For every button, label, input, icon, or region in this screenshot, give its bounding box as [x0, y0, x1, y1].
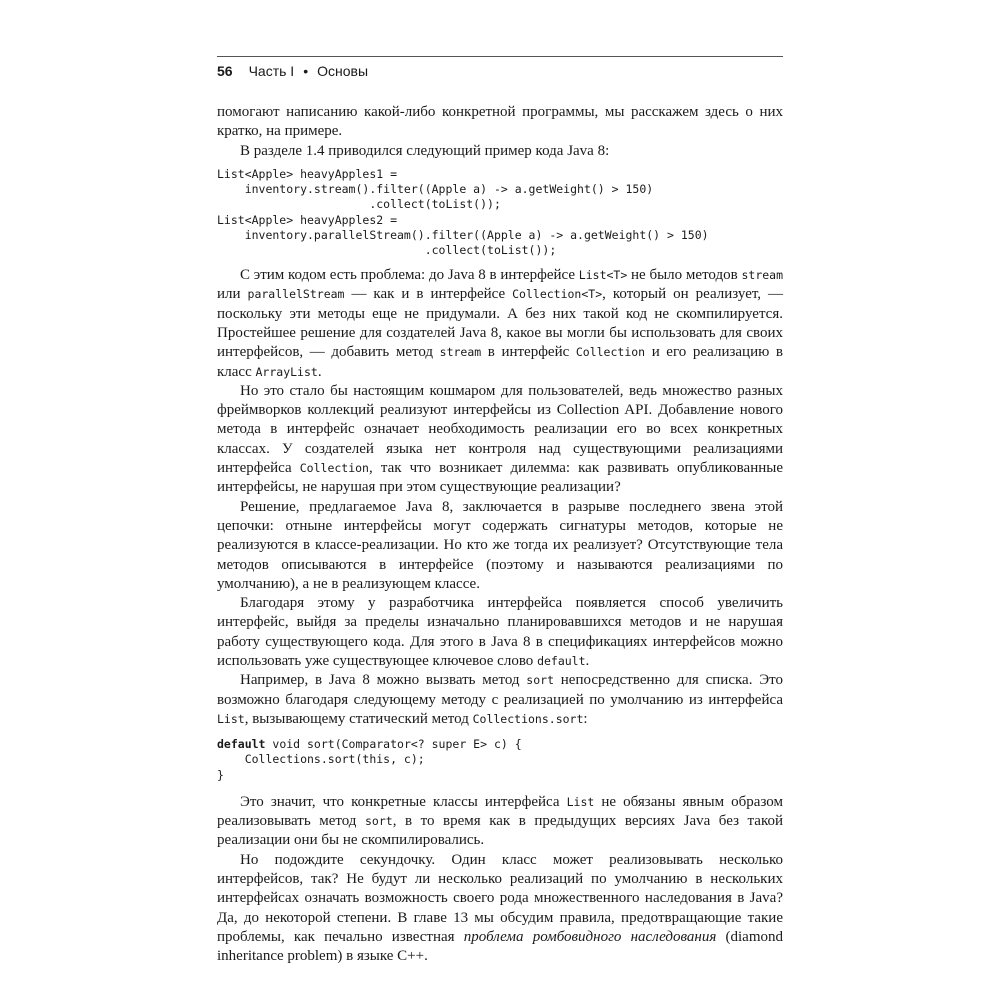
paragraph-6: Благодаря этому у разработчика интерфейса появляется способ увеличить интерфейс, выйдя за пределы изначально планировавшихся методов и не нарушая работу существующего кода. Для этого в Java 8 в спецификациях интерфейсов можно использовать уже существующее ключевое слово default.: [217, 595, 783, 670]
paragraph-9: Но подождите секундочку. Один класс может реализовывать несколько интерфейсов, так? Не будут ли несколько реализаций по умолчанию в нескольких интерфейсах означать возможность своего рода множественного наследования в Java? Да, до некоторой степени. В главе 13 мы обсудим правила, предотвращающие такие проблемы, как печально известная проблема ромбовидного наследования (diamond inheritance problem) в языке C++.: [217, 851, 783, 965]
page-number: 56: [217, 63, 233, 79]
paragraph-3: С этим кодом есть проблема: до Java 8 в интерфейсе List<T> не было методов stream или parallelStream — как и в интерфейсе Collection<T>, который он реализует, — поскольку эти методы еще не придумали. А без них такой код не скомпилируется. Простейшее решение для создателей Java 8, какое вы могли бы использовать для своих интерфейсов, — добавить метод stream в интерфейс Collection и его реализацию в класс ArrayList.: [217, 267, 784, 380]
code-listing-heavy-apples: List<Apple> heavyApples1 = inventory.stream().filter((Apple a) -> a.getWeight() > 150) .collect(toList()); List<Apple> heavyApples2 = inventory.parallelStream().filter((Apple a) -> a.getWeight() > 150) .collect(toList());: [217, 166, 709, 257]
paragraph-2: В разделе 1.4 приводился следующий пример кода Java 8:: [240, 142, 610, 159]
paragraph-7: Например, в Java 8 можно вызвать метод sort непосредственно для списка. Это возможно благодаря следующему методу с реализацией по умолчанию из интерфейса List, вызывающему статический метод Collections.sort:: [217, 672, 783, 727]
paragraph-1: помогают написанию какой-либо конкретной программы, мы расскажем здесь о них кратко, на примере.: [217, 104, 783, 140]
part-label: Часть I: [248, 63, 295, 79]
code-listing-default-sort: default void sort(Comparator<? super E> c) { Collections.sort(this, c); }: [217, 737, 522, 782]
paragraph-5: Решение, предлагаемое Java 8, заключается в разрыве последнего звена этой цепочки: отныне интерфейсы могут содержать сигнатуры методов, которые не реализуются в классе-реализации. Но кто же тогда их реализует? Отсутствующие тела методов описываются в интерфейсе (поэтому и называются реализациями по умолчанию), а не в реализующем классе.: [217, 498, 783, 592]
chapter-label: Основы: [317, 63, 369, 79]
running-header: [217, 56, 783, 87]
paragraph-8: Это значит, что конкретные классы интерфейса List не обязаны явным образом реализовывать метод sort, в то время как в предыдущих версиях Java без такой реализации они бы не скомпилировались.: [217, 793, 784, 849]
default-keyword: default: [217, 737, 266, 752]
paragraph-4: Но это стало бы настоящим кошмаром для пользователей, ведь множество разных фреймворков коллекций реализуют интерфейсы из Collection API. Добавление нового метода в интерфейс означает необходимость реализации его во всех конкретных классах. У создателей языка нет контроля над существующими реализациями интерфейса Collection, так что возникает дилемма: как развивать опубликованные интерфейсы, не нарушая при этом существующие реализации?: [217, 382, 783, 496]
diamond-problem-term: проблема ромбовидного наследования: [463, 928, 717, 945]
page-body: [217, 103, 783, 967]
header-bullet: •: [303, 63, 309, 79]
